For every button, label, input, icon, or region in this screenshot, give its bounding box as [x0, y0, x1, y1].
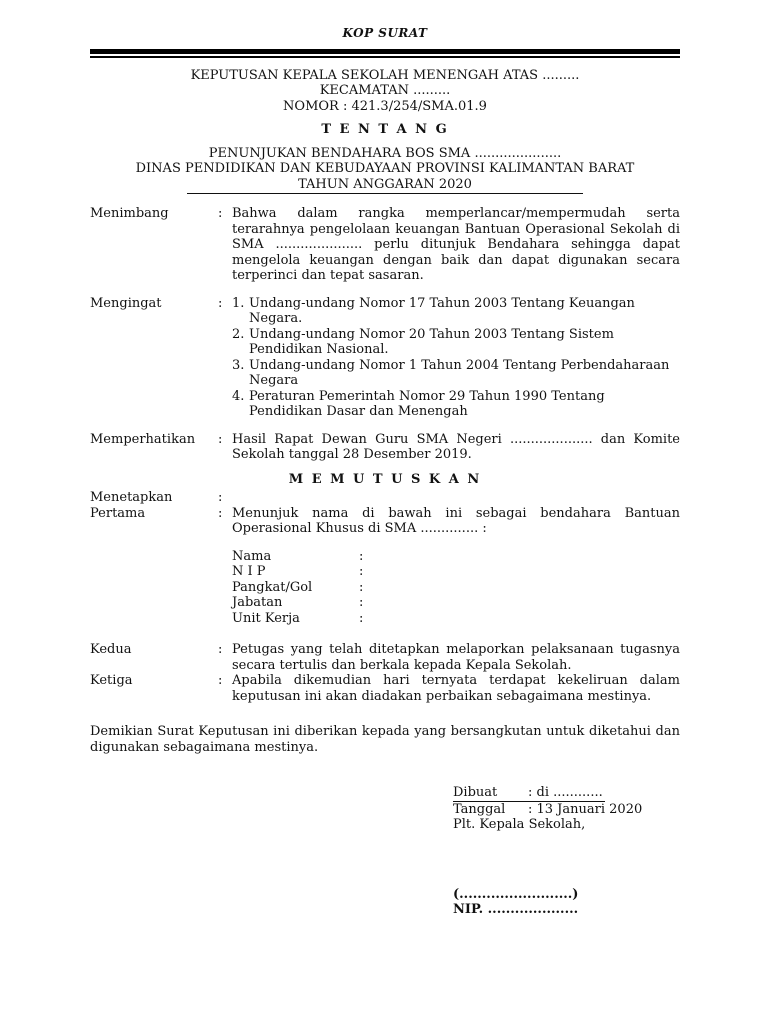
menimbang-section [90, 206, 680, 284]
list-item-number: 4. [232, 388, 245, 404]
pertama-fields [232, 549, 680, 627]
kedua-section [90, 642, 680, 673]
kedua-colon: : [218, 642, 223, 657]
pertama-text: Menunjuk nama di bawah ini sebagai bendahara Bantuan Operasional Khusus di SMA .............. : [232, 505, 680, 536]
subject-line-1: PENUNJUKAN BENDAHARA BOS SMA ..................... [208, 145, 562, 161]
tentang-heading: T E N T A N G [321, 122, 449, 137]
header-rule [90, 49, 680, 58]
signature-date-label: Tanggal [453, 801, 506, 817]
header-line-1: KEPUTUSAN KEPALA SEKOLAH MENENGAH ATAS ......... [190, 67, 580, 83]
memperhatikan-label: Memperhatikan [90, 431, 196, 447]
pertama-colon: : [218, 505, 223, 521]
field-label: Pangkat/Gol [232, 579, 313, 595]
kedua-label: Kedua [90, 642, 132, 657]
kedua-text: Petugas yang telah ditetapkan melaporkan pelaksanaan tugasnya secara tertulis dan berkala kepada Kepala Sekolah. [232, 642, 680, 673]
memperhatikan-colon: : [218, 431, 223, 447]
list-item-text: Undang-undang Nomor 20 Tahun 2003 Tentang Sistem Pendidikan Nasional. [249, 326, 614, 357]
memperhatikan-section [90, 432, 680, 463]
signer-nip-placeholder: NIP. .................... [453, 902, 579, 917]
field-row-nama [232, 549, 680, 565]
signature-place-value: : di ............ [528, 785, 603, 800]
signature-date-row [453, 802, 680, 818]
memperhatikan-text: Hasil Rapat Dewan Guru SMA Negeri .................... dan Komite Sekolah tanggal 28 Desember 2019. [232, 431, 680, 462]
field-row-unit-kerja [232, 611, 680, 627]
signature-place-label: Dibuat [453, 785, 498, 800]
list-item-text: Peraturan Pemerintah Nomor 29 Tahun 1990 Tentang Pendidikan Dasar dan Menengah [249, 388, 605, 419]
menetapkan-colon: : [218, 490, 223, 505]
menimbang-colon: : [218, 206, 223, 221]
subject-block [90, 146, 680, 195]
list-item [232, 327, 680, 358]
list-item [232, 296, 680, 327]
ketiga-section [90, 673, 680, 704]
list-item-number: 1. [232, 295, 245, 311]
mengingat-section [90, 296, 680, 420]
field-label: Nama [232, 548, 272, 564]
list-item [232, 389, 680, 420]
list-item-number: 2. [232, 326, 245, 342]
ketiga-text: Apabila dikemudian hari ternyata terdapat kekeliruan dalam keputusan ini akan diadakan perbaikan sebagaimana mestinya. [232, 673, 680, 704]
field-colon: : [359, 579, 364, 595]
ketiga-colon: : [218, 673, 223, 688]
mengingat-colon: : [218, 295, 223, 311]
subject-line-3-wrap [90, 177, 680, 195]
field-row-jabatan [232, 595, 680, 611]
memutuskan-heading: M E M U T U S K A N [288, 471, 482, 487]
menetapkan-text [232, 490, 680, 506]
list-item-text: Undang-undang Nomor 1 Tahun 2004 Tentang Perbendaharaan Negara [249, 357, 670, 388]
mengingat-label: Mengingat [90, 295, 162, 311]
signature-place-row [453, 785, 605, 802]
field-colon: : [359, 564, 364, 579]
signature-block [453, 785, 680, 918]
kop-surat-label: KOP SURAT [342, 26, 428, 40]
field-colon: : [359, 610, 364, 626]
menimbang-label: Menimbang [90, 206, 169, 221]
list-item-text: Undang-undang Nomor 17 Tahun 2003 Tentang Keuangan Negara. [249, 295, 635, 326]
list-item-number: 3. [232, 357, 245, 373]
list-item [232, 358, 680, 389]
closing-paragraph: Demikian Surat Keputusan ini diberikan kepada yang bersangkutan untuk diketahui dan digunakan sebagaimana mestinya. [90, 724, 680, 755]
field-label: N I P [232, 564, 266, 579]
ketiga-label: Ketiga [90, 673, 133, 688]
menetapkan-section [90, 490, 680, 506]
signer-title: Plt. Kepala Sekolah, [453, 817, 586, 832]
header-line-3: NOMOR : 421.3/254/SMA.01.9 [283, 98, 487, 114]
field-colon: : [359, 548, 364, 564]
pertama-section [90, 506, 680, 537]
mengingat-list [232, 296, 680, 420]
field-row-pangkat [232, 580, 680, 596]
document-header [90, 68, 680, 115]
pertama-label: Pertama [90, 505, 146, 521]
field-label: Unit Kerja [232, 610, 300, 626]
header-line-2: KECAMATAN ......... [319, 83, 451, 98]
field-row-nip [232, 564, 680, 580]
signature-date-value: : 13 Januari 2020 [528, 801, 643, 817]
menimbang-text: Bahwa dalam rangka memperlancar/mempermudah serta terarahnya pengelolaan keuangan Bantuan Operasional Sekolah di SMA ..................... perlu ditunjuk Bendahara sehingga dapat mengelola keuangan dengan baik dan dapat digunakan secara terperinci dan tepat sasaran. [232, 206, 680, 283]
field-colon: : [359, 595, 364, 610]
subject-line-3: TAHUN ANGGARAN 2020 [187, 177, 583, 195]
menetapkan-label: Menetapkan [90, 490, 173, 505]
signer-name-placeholder: (.........................) [453, 886, 579, 902]
field-label: Jabatan [232, 595, 283, 610]
subject-line-2: DINAS PENDIDIKAN DAN KEBUDAYAAN PROVINSI KALIMANTAN BARAT [135, 161, 635, 176]
